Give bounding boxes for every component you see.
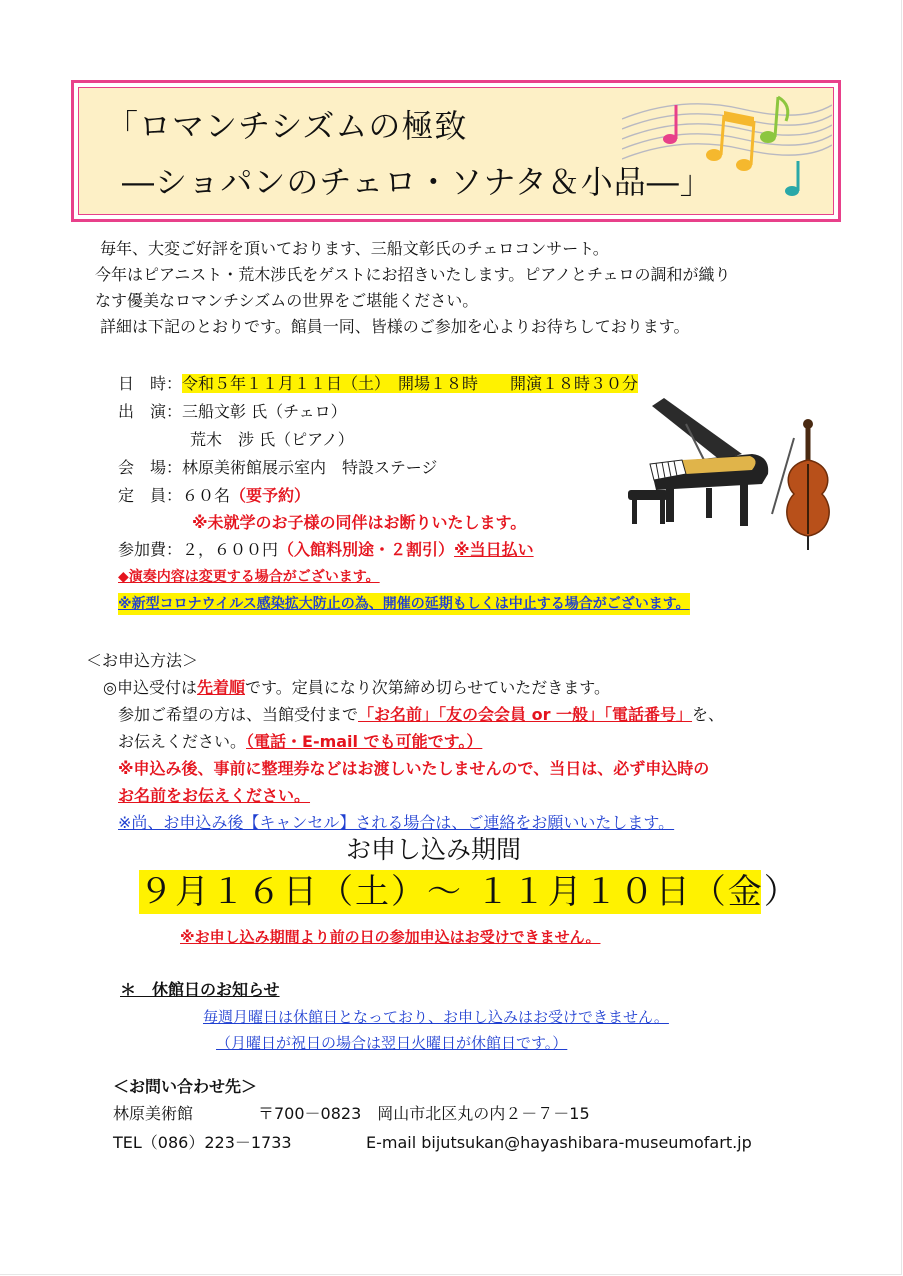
apply-line-2-a: 参加ご希望の方は、当館受付まで [118,705,359,724]
intro-line-3: なす優美なロマンチシズムの世界をご堪能ください。 [95,291,479,310]
capacity-label: 定 員： [118,486,183,505]
closed-heading: ＊ 休館日のお知らせ [120,980,280,999]
contact-address: 〒700－0823 岡山市北区丸の内２－７－15 [258,1104,590,1123]
venue-row [118,457,437,479]
apply-first-come: 先着順 [196,678,245,697]
contact-tel: TEL（086）223－1733 [113,1133,292,1152]
music-notes-icon [622,91,832,211]
fee-note-1: （入館料別途・２割引） [278,540,455,559]
intro-line-2: 今年はピアニスト・荒木涉氏をゲストにお招きいたします。ピアノとチェロの調和が織り [95,265,731,284]
apply-required-info: 「お名前」「友の会会員 or 一般」「電話番号」 [358,705,693,724]
apply-note-1: ※申込み後、事前に整理券などはお渡しいたしませんので、当日は、必ず申込時の [118,759,710,778]
period-heading: お申し込み期間 [346,835,522,864]
apply-phone-email: （電話・E-mail でも可能です。） [246,732,483,751]
intro-line-4: 詳細は下記のとおりです。館員一同、皆様のご参加を心よりお待ちしております。 [100,317,690,336]
capacity-row [118,485,310,507]
fee-row [118,539,534,561]
apply-note-2: お名前をお伝えください。 [118,786,311,805]
contact-heading: ＜お問い合わせ先＞ [113,1077,258,1096]
apply-line-1-c: です。定員になり次第締め切らせていただきます。 [244,678,610,697]
apply-line-1 [103,677,610,699]
venue-value: 林原美術館展示室内 特設ステージ [182,458,438,477]
apply-line-3 [118,731,482,753]
capacity-note: （要予約） [230,486,311,505]
fee-note-2: ※当日払い [454,540,534,559]
apply-line-2 [118,704,724,726]
contact-email: E-mail bijutsukan@hayashibara-museumofart.jp [366,1133,752,1152]
date-label: 日 時： [118,374,183,393]
fee-value: ２，６００円 [182,540,279,559]
apply-line-1-a: ◎申込受付は [103,678,197,697]
period-dates: ９月１６日（土）～ １１月１０日（金） [139,872,800,912]
performer-2: 荒木 涉 氏（ピアノ） [190,430,354,449]
intro-line-1: 毎年、大変ご好評を頂いております、三船文彰氏のチェロコンサート。 [100,239,609,258]
date-value: 令和５年１１月１１日（土） 開場１８時 開演１８時３０分 [182,374,639,393]
contact-name: 林原美術館 [113,1104,194,1123]
venue-label: 会 場： [118,458,183,477]
apply-cancel-note: ※尚、お申込み後【キャンセル】される場合は、ご連絡をお願いいたします。 [118,813,675,832]
title-line-2: ―ショパンのチェロ・ソナタ＆小品―」 [122,163,713,201]
apply-line-2-c: を、 [692,705,725,724]
closed-line-1: 毎週月曜日は休館日となっており、お申し込みはお受けできません。 [203,1008,669,1026]
fee-label: 参加費： [118,540,183,559]
title-box [71,80,841,222]
apply-heading: ＜お申込方法＞ [86,651,199,670]
apply-line-3-a: お伝えください。 [118,732,247,751]
piano-cello-icon [622,394,832,554]
performer-label: 出 演： [118,402,183,421]
date-row [118,373,638,395]
change-note: ◆演奏内容は変更する場合がございます。 [118,569,380,585]
performer-row [118,401,347,423]
covid-note: ※新型コロナウイルス感染拡大防止の為、開催の延期もしくは中止する場合がございます。 [118,593,690,615]
capacity-value: ６０名 [182,486,231,505]
closed-line-2: （月曜日が祝日の場合は翌日火曜日が休館日です。） [216,1034,568,1052]
period-note: ※お申し込み期間より前の日の参加申込はお受けできません。 [180,928,601,946]
children-note: ※未就学のお子様の同伴はお断りいたします。 [192,513,527,532]
title-line-1: 「ロマンチシズムの極致 [106,107,468,145]
performer-1: 三船文彰 氏（チェロ） [182,402,347,421]
